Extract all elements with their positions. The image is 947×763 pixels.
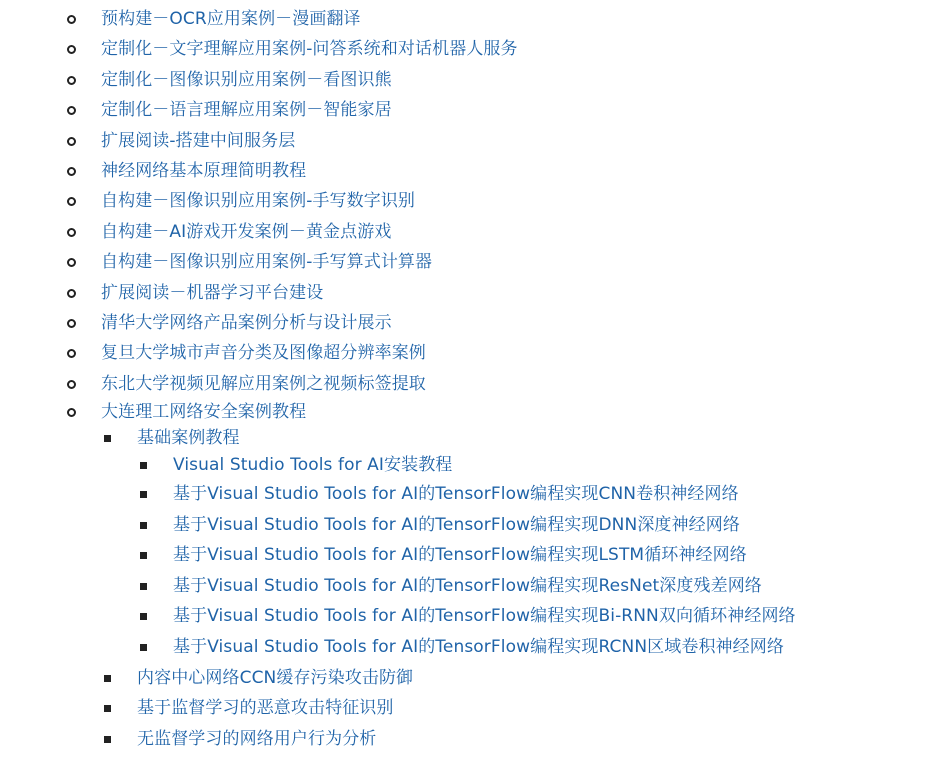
nested-list-item-link[interactable]: 基于Visual Studio Tools for AI的TensorFlow编程实现ResNet深度残差网络 bbox=[173, 575, 762, 596]
nested-list-item-link[interactable]: 基于Visual Studio Tools for AI的TensorFlow编程实现LSTM循环神经网络 bbox=[173, 545, 747, 566]
square-bullet-icon bbox=[140, 552, 147, 559]
list-item bbox=[67, 217, 937, 247]
circle-bullet-icon bbox=[67, 289, 76, 298]
list-item-link[interactable]: 大连理工网络安全案例教程 bbox=[101, 402, 307, 423]
sub-list bbox=[104, 425, 937, 754]
list-item-link[interactable]: 东北大学视频见解应用案例之视频标签提取 bbox=[101, 373, 426, 394]
circle-bullet-icon bbox=[67, 197, 76, 206]
list-item bbox=[67, 65, 937, 95]
nested-list-item-link[interactable]: 基于Visual Studio Tools for AI的TensorFlow编程实现CNN卷积神经网络 bbox=[173, 484, 739, 505]
square-bullet-icon bbox=[104, 435, 111, 442]
square-bullet-icon bbox=[140, 583, 147, 590]
circle-bullet-icon bbox=[67, 167, 76, 176]
list-item-link[interactable]: 复旦大学城市声音分类及图像超分辨率案例 bbox=[101, 343, 426, 364]
nested-sub-list bbox=[140, 451, 937, 662]
circle-bullet-icon bbox=[67, 76, 76, 85]
sub-list-item bbox=[104, 724, 937, 754]
list-item bbox=[67, 247, 937, 277]
list-item bbox=[67, 399, 937, 754]
circle-bullet-icon bbox=[67, 45, 76, 54]
circle-bullet-icon bbox=[67, 380, 76, 389]
nested-list-item bbox=[140, 451, 937, 479]
circle-bullet-icon bbox=[67, 137, 76, 146]
square-bullet-icon bbox=[140, 462, 147, 469]
list-item bbox=[67, 186, 937, 216]
circle-bullet-icon bbox=[67, 319, 76, 328]
list-item bbox=[67, 95, 937, 125]
square-bullet-icon bbox=[140, 491, 147, 498]
sub-list-item bbox=[104, 425, 937, 662]
list-item bbox=[67, 34, 937, 64]
circle-bullet-icon bbox=[67, 408, 76, 417]
square-bullet-icon bbox=[104, 736, 111, 743]
sub-list-item bbox=[104, 693, 937, 723]
nested-list-item-link[interactable]: 基于Visual Studio Tools for AI的TensorFlow编程实现RCNN区域卷积神经网络 bbox=[173, 636, 784, 657]
sub-list-item-link[interactable]: 内容中心网络CCN缓存污染攻击防御 bbox=[137, 668, 414, 689]
list-item bbox=[67, 4, 937, 34]
nested-list-item bbox=[140, 601, 937, 632]
circle-bullet-icon bbox=[67, 228, 76, 237]
list-item-link[interactable]: 自构建－AI游戏开发案例－黄金点游戏 bbox=[101, 221, 392, 242]
sub-list-item bbox=[104, 663, 937, 693]
list-item bbox=[67, 308, 937, 338]
square-bullet-icon bbox=[140, 644, 147, 651]
list-item bbox=[67, 126, 937, 156]
circle-bullet-icon bbox=[67, 258, 76, 267]
nested-list-item-link[interactable]: 基于Visual Studio Tools for AI的TensorFlow编程实现DNN深度神经网络 bbox=[173, 514, 740, 535]
list-item-link[interactable]: 定制化－文字理解应用案例-问答系统和对话机器人服务 bbox=[101, 39, 518, 60]
list-item-link[interactable]: 预构建－OCR应用案例－漫画翻译 bbox=[101, 9, 361, 29]
nested-list-item bbox=[140, 540, 937, 571]
square-bullet-icon bbox=[140, 522, 147, 529]
list-item bbox=[67, 369, 937, 399]
nested-list-item bbox=[140, 479, 937, 510]
square-bullet-icon bbox=[104, 705, 111, 712]
list-item-link[interactable]: 定制化－语言理解应用案例－智能家居 bbox=[101, 100, 392, 121]
list-item bbox=[67, 278, 937, 308]
sub-list-item-link[interactable]: 基础案例教程 bbox=[137, 428, 240, 449]
course-list bbox=[67, 4, 937, 754]
list-item-link[interactable]: 自构建－图像识别应用案例-手写算式计算器 bbox=[101, 252, 433, 273]
list-item-link[interactable]: 扩展阅读-搭建中间服务层 bbox=[101, 130, 296, 151]
sub-list-item-link[interactable]: 无监督学习的网络用户行为分析 bbox=[137, 728, 377, 749]
list-item-link[interactable]: 清华大学网络产品案例分析与设计展示 bbox=[101, 312, 392, 333]
circle-bullet-icon bbox=[67, 349, 76, 358]
list-item bbox=[67, 338, 937, 368]
square-bullet-icon bbox=[104, 675, 111, 682]
list-item bbox=[67, 156, 937, 186]
circle-bullet-icon bbox=[67, 106, 76, 115]
nested-list-item bbox=[140, 632, 937, 663]
list-item-link[interactable]: 定制化－图像识别应用案例－看图识熊 bbox=[101, 69, 392, 90]
sub-list-item-link[interactable]: 基于监督学习的恶意攻击特征识别 bbox=[137, 698, 394, 719]
list-item-link[interactable]: 扩展阅读－机器学习平台建设 bbox=[101, 282, 324, 303]
circle-bullet-icon bbox=[67, 15, 76, 24]
nested-list-item bbox=[140, 571, 937, 602]
list-item-link[interactable]: 自构建－图像识别应用案例-手写数字识别 bbox=[101, 191, 416, 212]
nested-list-item bbox=[140, 510, 937, 541]
nested-list-item-link[interactable]: Visual Studio Tools for AI安装教程 bbox=[173, 455, 453, 476]
nested-list-item-link[interactable]: 基于Visual Studio Tools for AI的TensorFlow编程实现Bi-RNN双向循环神经网络 bbox=[173, 606, 796, 627]
square-bullet-icon bbox=[140, 613, 147, 620]
list-item-link[interactable]: 神经网络基本原理简明教程 bbox=[101, 160, 307, 181]
